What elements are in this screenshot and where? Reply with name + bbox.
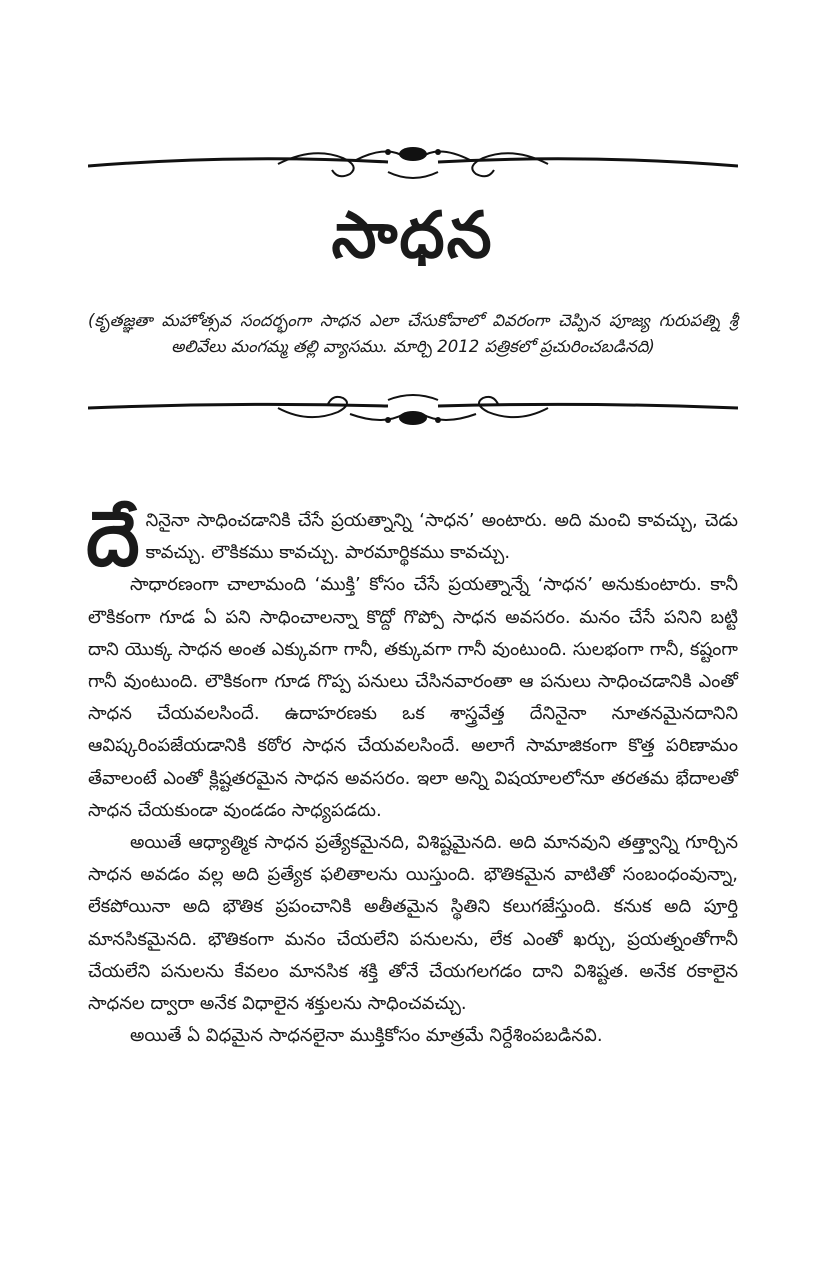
paragraph-1: [86, 494, 738, 583]
drop-cap: దే: [86, 494, 140, 583]
article-subtitle: (కృతజ్ఞతా మహోత్సవ సందర్భంగా సాధన ఎలా చేసుకోవాలో వివరంగా చెప్పిన పూజ్య గురుపత్ని శ్రీ అలివేలు మంగమ్మ తల్లి వ్యాసము. మార్చి 2012 పత్రికలో ప్రచురించబడినది): [88, 311, 738, 356]
article-body: [86, 494, 738, 1052]
paragraph-2: సాధారణంగా చాలామంది ‘ముక్తి’ కోసం చేసే ప్రయత్నాన్నే ‘సాధన’ అనుకుంటారు. కానీ లౌకికంగా గూడ ఏ పని సాధించాలన్నా కొద్దో గొప్పో సాధన అవసరం. మనం చేసే పనిని బట్టి దాని యొక్క సాధన అంత ఎక్కువగా గానీ, తక్కువగా గానీ వుంటుంది. సులభంగా గానీ, కష్టంగా గానీ వుంటుంది. లౌకికంగా గూడ గొప్ప పనులు చేసినవారంతా ఆ పనులు సాధించడానికి ఎంతో సాధన చేయవలసిందే. ఉదాహరణకు ఒక శాస్త్రవేత్త దేనినైనా నూతనమైనదానిని ఆవిష్కరింపజేయడానికి కఠోర సాధన చేయవలసిందే. అలాగే సామాజికంగా కొత్త పరిణామం తేవాలంటే ఎంతో క్లిష్టతరమైన సాధన అవసరం. ఇలా అన్ని విషయాలలోనూ తరతమ భేదాలతో సాధన చేయకుండా వుండడం సాధ్యపడదు.: [88, 574, 738, 821]
paragraph-3: అయితే ఆధ్యాత్మిక సాధన ప్రత్యేకమైనది, విశిష్టమైనది. అది మానవుని తత్త్వాన్ని గూర్చిన సాధన అవడం వల్ల అది ప్రత్యేక ఫలితాలను యిస్తుంది. భౌతికమైన వాటితో సంబంధంవున్నా, లేకపోయినా అది భౌతిక ప్రపంచానికి అతీతమైన స్థితిని కలుగజేస్తుంది. కనుక అది పూర్తి మానసికమైనది. భౌతికంగా మనం చేయలేని పనులను, లేక ఎంతో ఖర్చు, ప్రయత్నంతోగానీ చేయలేని పనులను కేవలం మానసిక శక్తి తోనే చేయగలగడం దాని విశిష్టత. అనేక రకాలైన సాధనల ద్వారా అనేక విధాలైన శక్తులను సాధించవచ్చు.: [88, 832, 738, 1015]
page-title: సాధన: [331, 198, 494, 273]
bottom-ornament: [88, 390, 738, 434]
paragraph-text: నినైనా సాధించడానికి చేసే ప్రయత్నాన్ని ‘సాధన’ అంటారు. అది మంచి కావచ్చు, చెడు కావచ్చు. లౌకికము కావచ్చు. పారమార్థికము కావచ్చు.: [145, 510, 738, 564]
top-ornament: [88, 138, 738, 188]
paragraph-4: అయితే ఏ విధమైన సాధనలైనా ముక్తికోసం మాత్రమే నిర్దేశింపబడినవి.: [130, 1025, 603, 1047]
